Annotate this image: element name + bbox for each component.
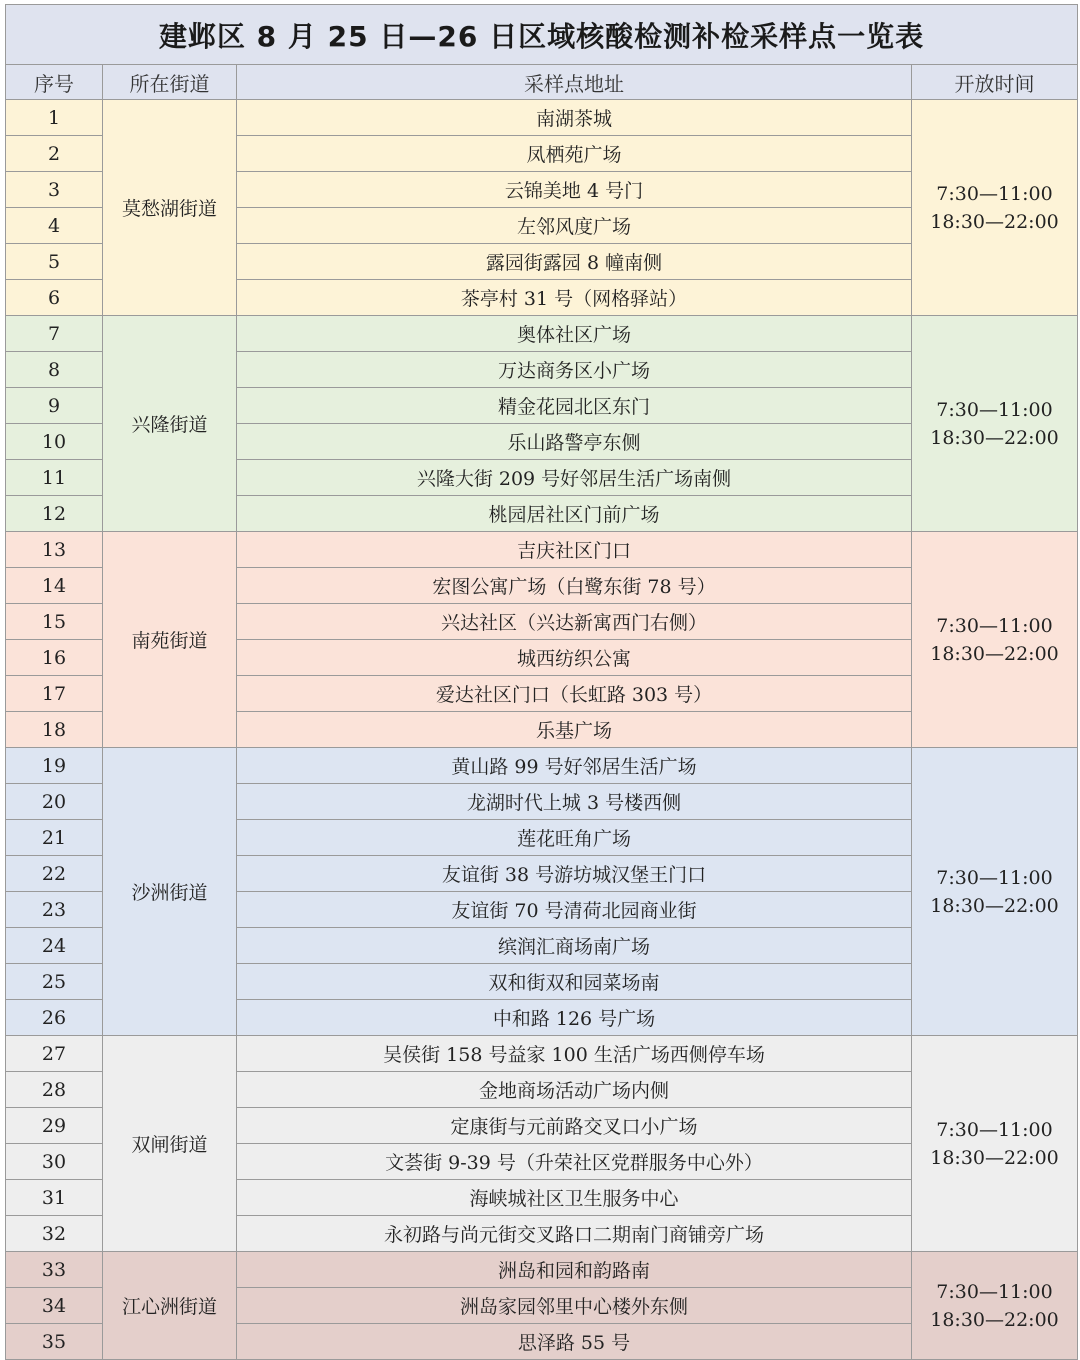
street-name: 沙洲街道 (103, 748, 237, 1036)
opening-hours (912, 532, 1078, 748)
sampling-address: 永初路与尚元街交叉路口二期南门商铺旁广场 (237, 1216, 912, 1252)
sampling-address: 乐山路警亭东侧 (237, 424, 912, 460)
street-group (6, 100, 1078, 316)
opening-hours (912, 316, 1078, 532)
table-row (6, 1252, 1078, 1288)
table-row (6, 1036, 1078, 1072)
sampling-address: 莲花旺角广场 (237, 820, 912, 856)
opening-hours-line: 7:30—11:00 (936, 1118, 1053, 1141)
sampling-address: 露园街露园 8 幢南侧 (237, 244, 912, 280)
sampling-address: 万达商务区小广场 (237, 352, 912, 388)
sampling-address: 思泽路 55 号 (237, 1324, 912, 1360)
sampling-address: 友谊街 38 号游坊城汉堡王门口 (237, 856, 912, 892)
sampling-address: 云锦美地 4 号门 (237, 172, 912, 208)
sampling-point-table (5, 4, 1078, 1360)
sampling-point-table-sheet (5, 4, 1077, 1360)
sampling-address: 文荟街 9-39 号（升荣社区党群服务中心外） (237, 1144, 912, 1180)
opening-hours (912, 1252, 1078, 1360)
row-number: 32 (6, 1216, 103, 1252)
row-number: 16 (6, 640, 103, 676)
opening-hours-line: 7:30—11:00 (936, 866, 1053, 889)
sampling-address: 城西纺织公寓 (237, 640, 912, 676)
sampling-address: 兴隆大街 209 号好邻居生活广场南侧 (237, 460, 912, 496)
opening-hours-line: 7:30—11:00 (936, 182, 1053, 205)
table-title: 建邺区 8 月 25 日—26 日区域核酸检测补检采样点一览表 (6, 5, 1078, 65)
opening-hours-line: 7:30—11:00 (936, 614, 1053, 637)
row-number: 33 (6, 1252, 103, 1288)
row-number: 12 (6, 496, 103, 532)
row-number: 29 (6, 1108, 103, 1144)
street-name: 江心洲街道 (103, 1252, 237, 1360)
opening-hours (912, 748, 1078, 1036)
row-number: 6 (6, 280, 103, 316)
row-number: 21 (6, 820, 103, 856)
sampling-address: 双和街双和园菜场南 (237, 964, 912, 1000)
opening-hours (912, 1036, 1078, 1252)
row-number: 30 (6, 1144, 103, 1180)
opening-hours-line: 18:30—22:00 (930, 426, 1059, 449)
opening-hours-line: 7:30—11:00 (936, 1280, 1053, 1303)
opening-hours-line: 18:30—22:00 (930, 1308, 1059, 1331)
row-number: 25 (6, 964, 103, 1000)
sampling-address: 吉庆社区门口 (237, 532, 912, 568)
sampling-address: 左邻风度广场 (237, 208, 912, 244)
row-number: 15 (6, 604, 103, 640)
row-number: 26 (6, 1000, 103, 1036)
row-number: 19 (6, 748, 103, 784)
street-group (6, 532, 1078, 748)
street-group (6, 748, 1078, 1036)
table-row (6, 748, 1078, 784)
sampling-address: 爱达社区门口（长虹路 303 号） (237, 676, 912, 712)
row-number: 9 (6, 388, 103, 424)
opening-hours (912, 100, 1078, 316)
sampling-address: 洲岛和园和韵路南 (237, 1252, 912, 1288)
row-number: 1 (6, 100, 103, 136)
row-number: 34 (6, 1288, 103, 1324)
row-number: 8 (6, 352, 103, 388)
header-hours: 开放时间 (912, 65, 1078, 100)
row-number: 5 (6, 244, 103, 280)
row-number: 11 (6, 460, 103, 496)
row-number: 23 (6, 892, 103, 928)
row-number: 7 (6, 316, 103, 352)
sampling-address: 奥体社区广场 (237, 316, 912, 352)
row-number: 14 (6, 568, 103, 604)
sampling-address: 宏图公寓广场（白鹭东街 78 号） (237, 568, 912, 604)
sampling-address: 吴侯街 158 号益家 100 生活广场西侧停车场 (237, 1036, 912, 1072)
sampling-address: 茶亭村 31 号（网格驿站） (237, 280, 912, 316)
row-number: 28 (6, 1072, 103, 1108)
opening-hours-line: 18:30—22:00 (930, 642, 1059, 665)
street-name: 南苑街道 (103, 532, 237, 748)
row-number: 35 (6, 1324, 103, 1360)
street-group (6, 1036, 1078, 1252)
sampling-address: 精金花园北区东门 (237, 388, 912, 424)
sampling-address: 桃园居社区门前广场 (237, 496, 912, 532)
sampling-address: 乐基广场 (237, 712, 912, 748)
street-group (6, 1252, 1078, 1360)
row-number: 27 (6, 1036, 103, 1072)
header-street: 所在街道 (103, 65, 237, 100)
header-address: 采样点地址 (237, 65, 912, 100)
row-number: 22 (6, 856, 103, 892)
row-number: 13 (6, 532, 103, 568)
row-number: 18 (6, 712, 103, 748)
street-name: 兴隆街道 (103, 316, 237, 532)
row-number: 20 (6, 784, 103, 820)
sampling-address: 龙湖时代上城 3 号楼西侧 (237, 784, 912, 820)
row-number: 24 (6, 928, 103, 964)
sampling-address: 缤润汇商场南广场 (237, 928, 912, 964)
opening-hours-line: 7:30—11:00 (936, 398, 1053, 421)
sampling-address: 金地商场活动广场内侧 (237, 1072, 912, 1108)
opening-hours-line: 18:30—22:00 (930, 894, 1059, 917)
row-number: 4 (6, 208, 103, 244)
row-number: 10 (6, 424, 103, 460)
sampling-address: 定康街与元前路交叉口小广场 (237, 1108, 912, 1144)
street-group (6, 316, 1078, 532)
sampling-address: 黄山路 99 号好邻居生活广场 (237, 748, 912, 784)
table-row (6, 316, 1078, 352)
sampling-address: 凤栖苑广场 (237, 136, 912, 172)
table-row (6, 532, 1078, 568)
sampling-address: 中和路 126 号广场 (237, 1000, 912, 1036)
sampling-address: 海峡城社区卫生服务中心 (237, 1180, 912, 1216)
sampling-address: 南湖茶城 (237, 100, 912, 136)
row-number: 3 (6, 172, 103, 208)
row-number: 17 (6, 676, 103, 712)
opening-hours-line: 18:30—22:00 (930, 210, 1059, 233)
header-no: 序号 (6, 65, 103, 100)
street-name: 双闸街道 (103, 1036, 237, 1252)
sampling-address: 友谊街 70 号清荷北园商业街 (237, 892, 912, 928)
street-name: 莫愁湖街道 (103, 100, 237, 316)
row-number: 2 (6, 136, 103, 172)
opening-hours-line: 18:30—22:00 (930, 1146, 1059, 1169)
sampling-address: 洲岛家园邻里中心楼外东侧 (237, 1288, 912, 1324)
row-number: 31 (6, 1180, 103, 1216)
table-row (6, 100, 1078, 136)
sampling-address: 兴达社区（兴达新寓西门右侧） (237, 604, 912, 640)
